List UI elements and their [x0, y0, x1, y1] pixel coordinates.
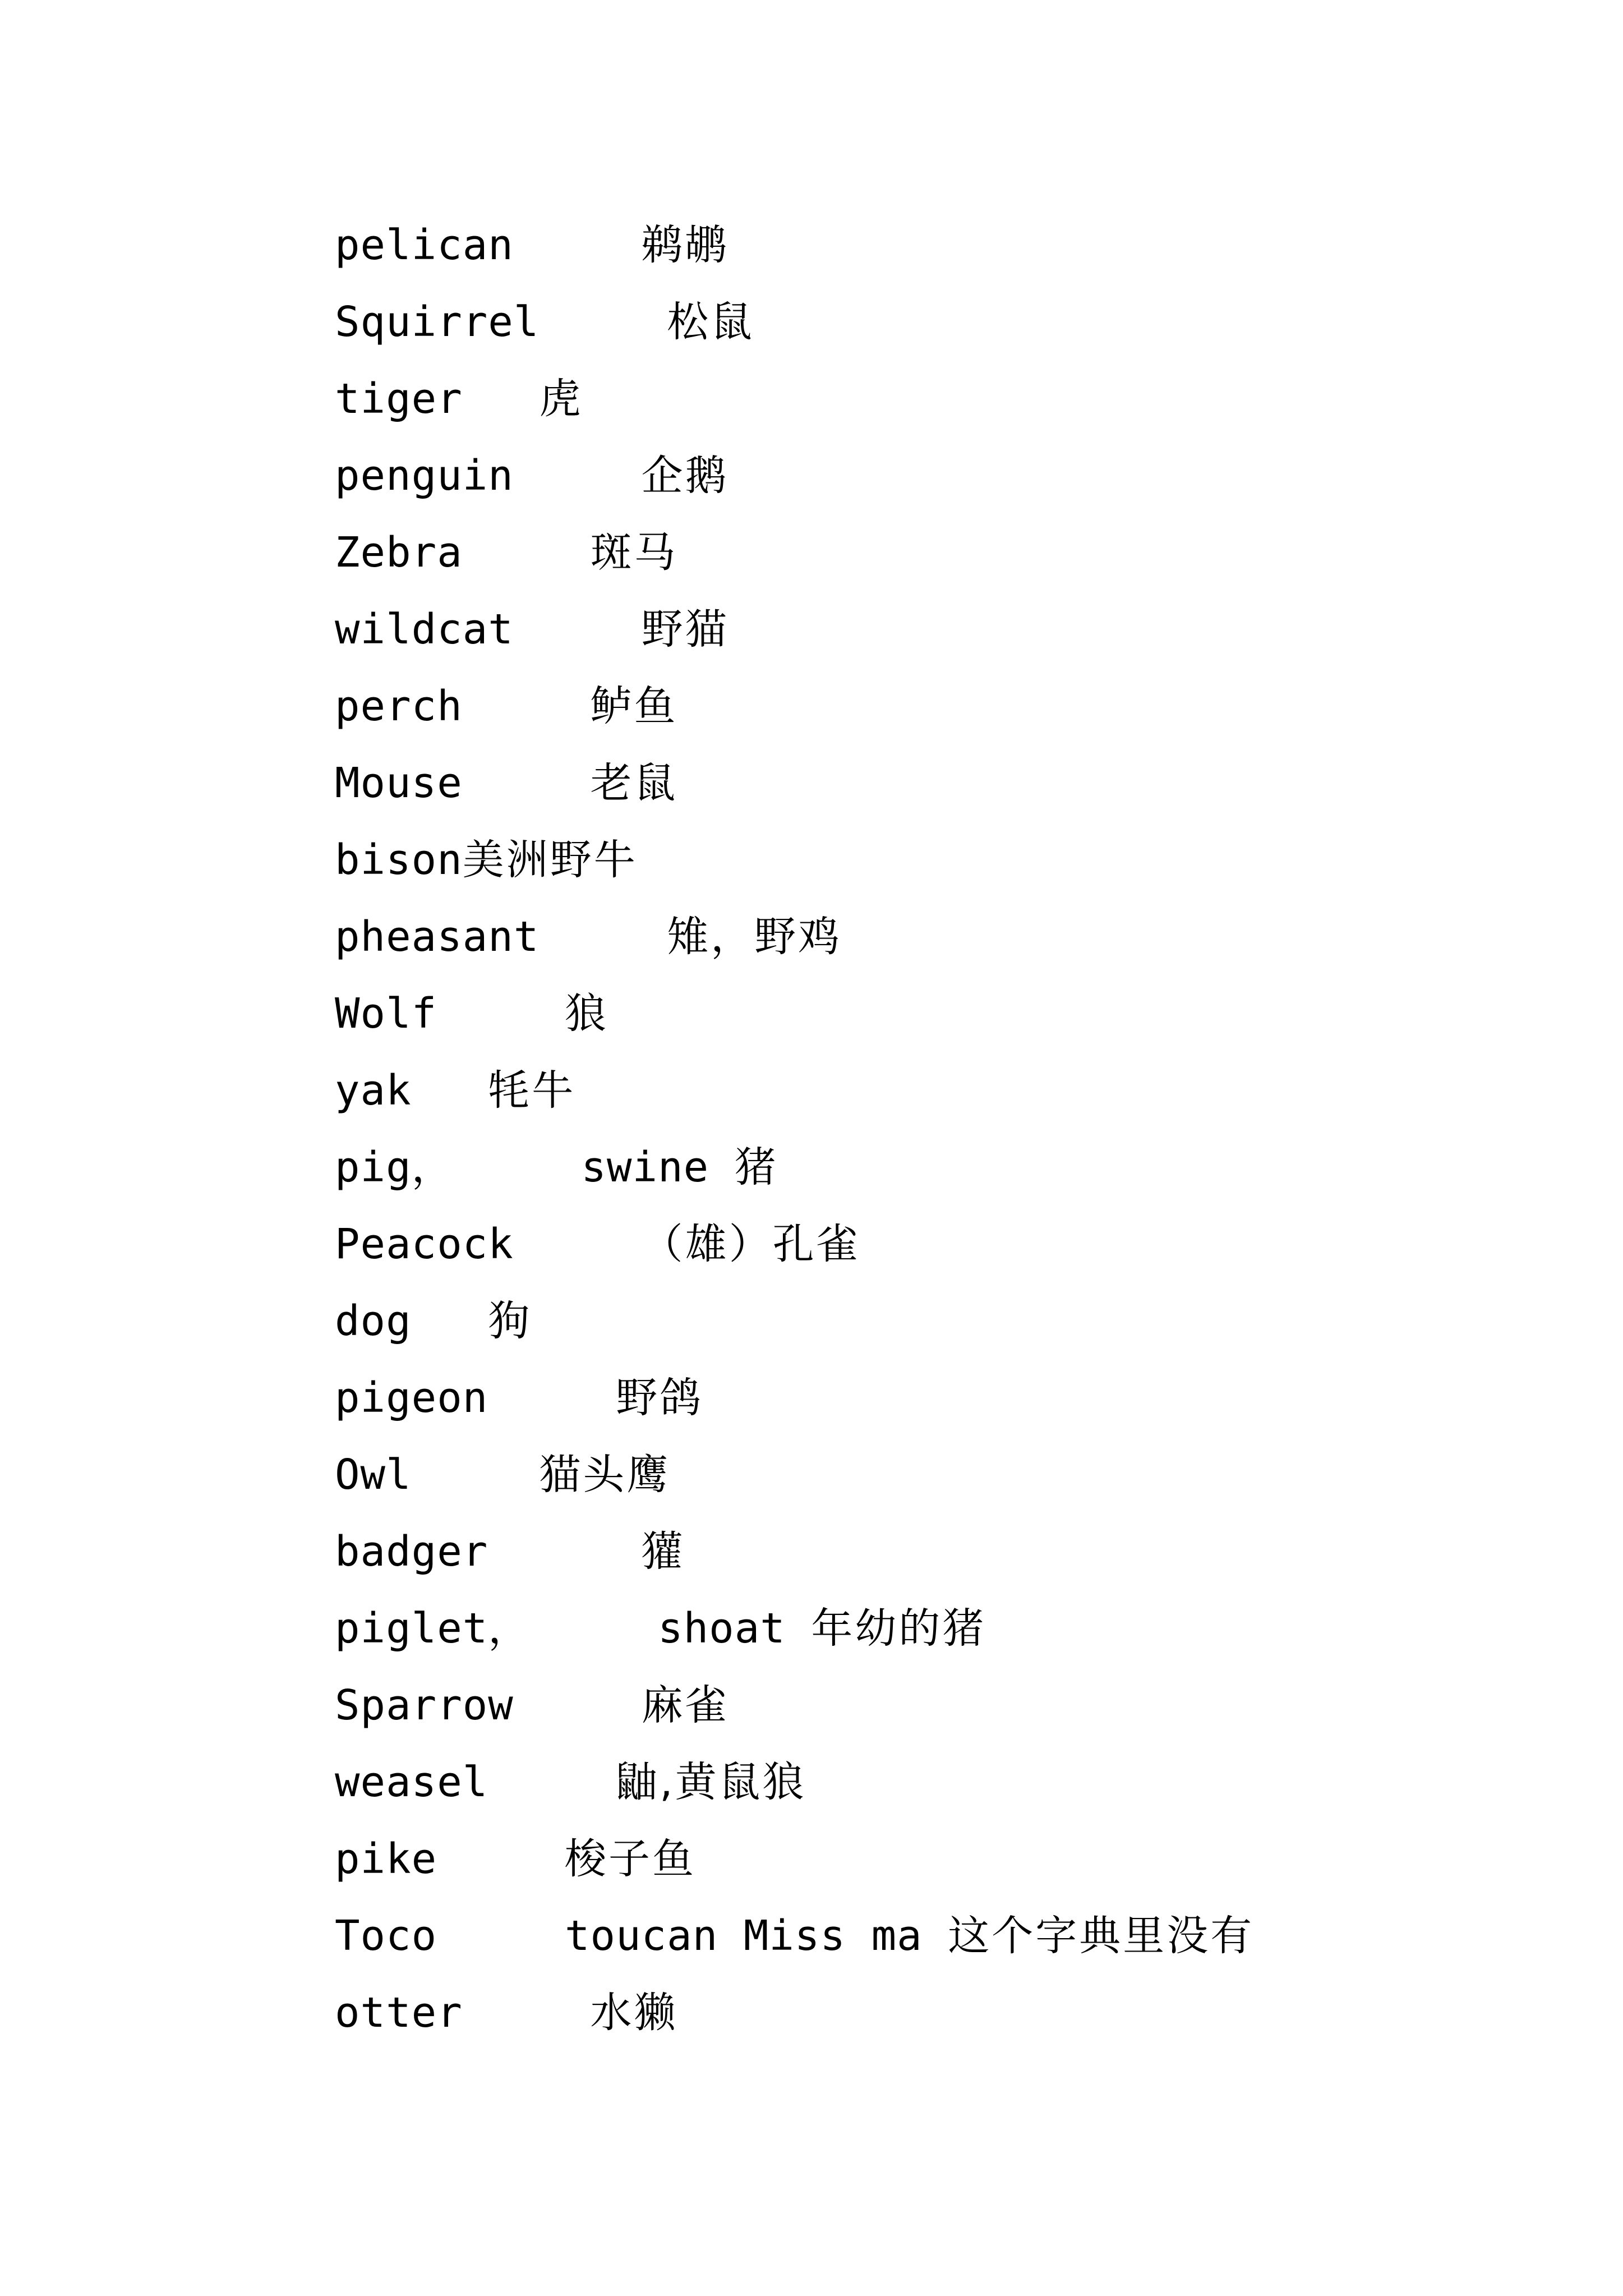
- vocabulary-entry: [335, 293, 1254, 370]
- vocabulary-entry: [335, 677, 1254, 754]
- spacer: [412, 1297, 488, 1345]
- spacer: [786, 1604, 811, 1653]
- spacer: [514, 1220, 642, 1268]
- chinese-translation: 梭子鱼: [564, 1835, 696, 1883]
- english-word: pig， swine: [335, 1143, 709, 1191]
- spacer: [709, 1143, 735, 1191]
- chinese-translation: 企鹅: [641, 452, 729, 500]
- english-word: tiger: [335, 375, 463, 423]
- chinese-translation: 虎: [539, 375, 583, 423]
- chinese-translation: （雄）孔雀: [641, 1220, 860, 1268]
- vocabulary-entry: [335, 1369, 1254, 1446]
- vocabulary-entry: [335, 984, 1254, 1061]
- vocabulary-entry: [335, 1599, 1254, 1676]
- vocabulary-entry: [335, 1907, 1254, 1984]
- spacer: [412, 1066, 488, 1115]
- vocabulary-entry: [335, 447, 1254, 523]
- spacer: [463, 375, 540, 423]
- chinese-translation: 这个字典里没有: [948, 1912, 1255, 1960]
- chinese-translation: 猪: [734, 1143, 778, 1191]
- chinese-translation: 狗: [488, 1297, 532, 1345]
- chinese-translation: 松鼠: [667, 298, 755, 346]
- english-word: otter: [335, 1989, 463, 2037]
- vocabulary-entry: [335, 1215, 1254, 1292]
- chinese-translation: 猫头鹰: [539, 1451, 671, 1499]
- vocabulary-entry: [335, 1522, 1254, 1599]
- english-word: dog: [335, 1297, 412, 1345]
- vocabulary-entry: [335, 1292, 1254, 1369]
- english-word: Sparrow: [335, 1681, 514, 1729]
- vocabulary-entry: [335, 1753, 1254, 1830]
- spacer: [539, 913, 667, 961]
- spacer: [923, 1912, 948, 1960]
- vocabulary-entry: [335, 1830, 1254, 1907]
- english-word: pike: [335, 1835, 437, 1883]
- spacer: [488, 1527, 641, 1576]
- spacer: [463, 1989, 591, 2037]
- chinese-translation: 鹈鹕: [641, 221, 729, 269]
- spacer: [412, 1451, 540, 1499]
- english-word: pigeon: [335, 1374, 488, 1422]
- vocabulary-entry: [335, 600, 1254, 677]
- spacer: [463, 528, 591, 577]
- chinese-translation: 鼬,黄鼠狼: [616, 1758, 806, 1806]
- english-word: pheasant: [335, 913, 540, 961]
- vocabulary-entry: [335, 523, 1254, 600]
- chinese-translation: 鲈鱼: [590, 682, 678, 730]
- english-word: perch: [335, 682, 463, 730]
- spacer: [514, 1681, 642, 1729]
- vocabulary-entry: [335, 1138, 1254, 1215]
- vocabulary-entry: [335, 908, 1254, 984]
- spacer: [437, 1835, 565, 1883]
- spacer: [514, 221, 642, 269]
- english-word: badger: [335, 1527, 488, 1576]
- vocabulary-entry: [335, 1446, 1254, 1522]
- english-word: Zebra: [335, 528, 463, 577]
- english-word: Mouse: [335, 759, 463, 807]
- spacer: [539, 298, 667, 346]
- english-word: Toco toucan Miss ma: [335, 1912, 923, 1960]
- vocabulary-entry: [335, 754, 1254, 831]
- english-word: pelican: [335, 221, 514, 269]
- english-word: wildcat: [335, 605, 514, 654]
- spacer: [463, 759, 591, 807]
- chinese-translation: 狼: [564, 990, 608, 1038]
- vocabulary-entry: [335, 216, 1254, 293]
- chinese-translation: 牦牛: [488, 1066, 576, 1115]
- chinese-translation: 野鸽: [616, 1374, 704, 1422]
- chinese-translation: 獾: [641, 1527, 685, 1576]
- english-word: Peacock: [335, 1220, 514, 1268]
- english-word: Wolf: [335, 990, 437, 1038]
- vocabulary-entry: [335, 1984, 1254, 2060]
- vocabulary-entry: [335, 370, 1254, 447]
- chinese-translation: 老鼠: [590, 759, 678, 807]
- vocabulary-entry: [335, 1061, 1254, 1138]
- chinese-translation: 麻雀: [641, 1681, 729, 1729]
- spacer: [488, 1758, 616, 1806]
- english-word: penguin: [335, 452, 514, 500]
- chinese-translation: 雉，野鸡: [667, 913, 842, 961]
- spacer: [463, 682, 591, 730]
- chinese-translation: 水獭: [590, 1989, 678, 2037]
- spacer: [514, 605, 642, 654]
- spacer: [437, 990, 565, 1038]
- vocabulary-entry: [335, 831, 1254, 908]
- english-word: piglet， shoat: [335, 1604, 786, 1653]
- chinese-translation: 美洲野牛: [462, 836, 638, 884]
- vocabulary-entry: [335, 1676, 1254, 1753]
- english-word: Owl: [335, 1451, 412, 1499]
- spacer: [488, 1374, 616, 1422]
- chinese-translation: 斑马: [590, 528, 678, 577]
- english-word: Squirrel: [335, 298, 540, 346]
- english-word: bison: [335, 836, 463, 884]
- chinese-translation: 年幼的猪: [811, 1604, 986, 1653]
- vocabulary-list: [335, 216, 1254, 2060]
- english-word: weasel: [335, 1758, 488, 1806]
- chinese-translation: 野猫: [641, 605, 729, 654]
- spacer: [514, 452, 642, 500]
- english-word: yak: [335, 1066, 412, 1115]
